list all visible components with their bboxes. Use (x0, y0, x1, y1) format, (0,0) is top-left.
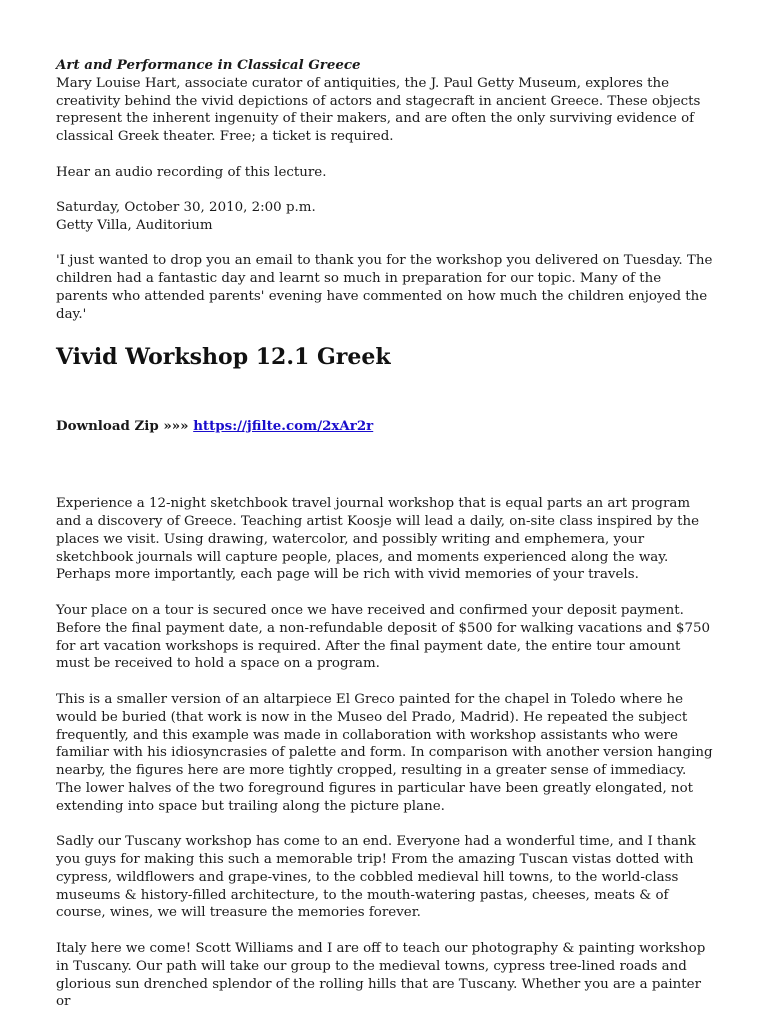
paragraph-sketchbook-workshop: Experience a 12-night sketchbook travel journal workshop that is equal parts an art program and a discovery of Greece. Teaching artist Koosje will lead a daily, on-site class inspired by the places we visit. Using drawing, watercolor, and possibly writing and emphemera, your sketchbook journals will capture people, places, and moments experienced along the way. Perhaps more importantly, each page will be rich with vivid memories of your travels. (56, 496, 700, 583)
page-title: Vivid Workshop 12.1 Greek (56, 344, 391, 371)
paragraph-tuscany-recap: Sadly our Tuscany workshop has come to an end. Everyone had a wonderful time, and I thank you guys for making this such a memorable trip! From the amazing Tuscan vistas dotted with cypress, wildflowers and grape-vines, to the cobbled medieval hill towns, to the world-class museums & history-filled architecture, to the mouth-watering pastas, cheeses, meats & of course, wines, we will treasure the memories forever. (56, 834, 696, 921)
download-line (56, 418, 714, 436)
paragraph-el-greco: This is a smaller version of an altarpiece El Greco painted for the chapel in Toledo where he would be buried (that work is now in the Museo del Prado, Madrid). He repeated the subject frequently, and this example was made in collaboration with workshop assistants who were familiar with his idiosyncrasies of palette and form. In comparison with another version hanging nearby, the figures here are more tightly cropped, resulting in a greater sense of immediacy. The lower halves of the two foreground figures in particular have been greatly elongated, not extending into space but trailing along the picture plane. (56, 691, 713, 814)
event-date-time: Saturday, October 30, 2010, 2:00 p.m. (56, 199, 316, 215)
paragraph-italy-trip: Italy here we come! Scott Williams and I are off to teach our photography & painting workshop in Tuscany. Our path will take our group to the medieval towns, cypress tree-lined roads and glorious sun drenched splendor of the rolling hills that are Tuscany. Whether you are a painter or (56, 941, 706, 1010)
testimonial-quote: 'I just wanted to drop you an email to thank you for the workshop you delivered on Tuesday. The children had a fantastic day and learnt so much in preparation for our topic. Many of the parents who attended parents' evening have commented on how much the children enjoyed the day.' (56, 253, 713, 322)
article-body (56, 495, 714, 1011)
event-title: Art and Performance in Classical Greece (56, 57, 361, 73)
paragraph-deposit-policy: Your place on a tour is secured once we have received and confirmed your deposit payment. Before the final payment date, a non-refundable deposit of $500 for walking vacations and $750 for art vacation workshops is required. After the final payment date, the entire tour amount must be received to hold a space on a program. (56, 602, 711, 672)
download-label: Download Zip »»» (56, 418, 194, 435)
event-description: Mary Louise Hart, associate curator of antiquities, the J. Paul Getty Museum, explores the creativity behind the vivid depictions of actors and stagecraft in ancient Greece. These objects represent the inherent ingenuity of their makers, and are often the only surviving evidence of classical Greek theater. Free; a ticket is required. (56, 75, 701, 145)
audio-note: Hear an audio recording of this lecture. (56, 164, 327, 180)
download-link[interactable]: https://jfilte.com/2xAr2r (193, 418, 374, 435)
event-location: Getty Villa, Auditorium (56, 217, 213, 233)
